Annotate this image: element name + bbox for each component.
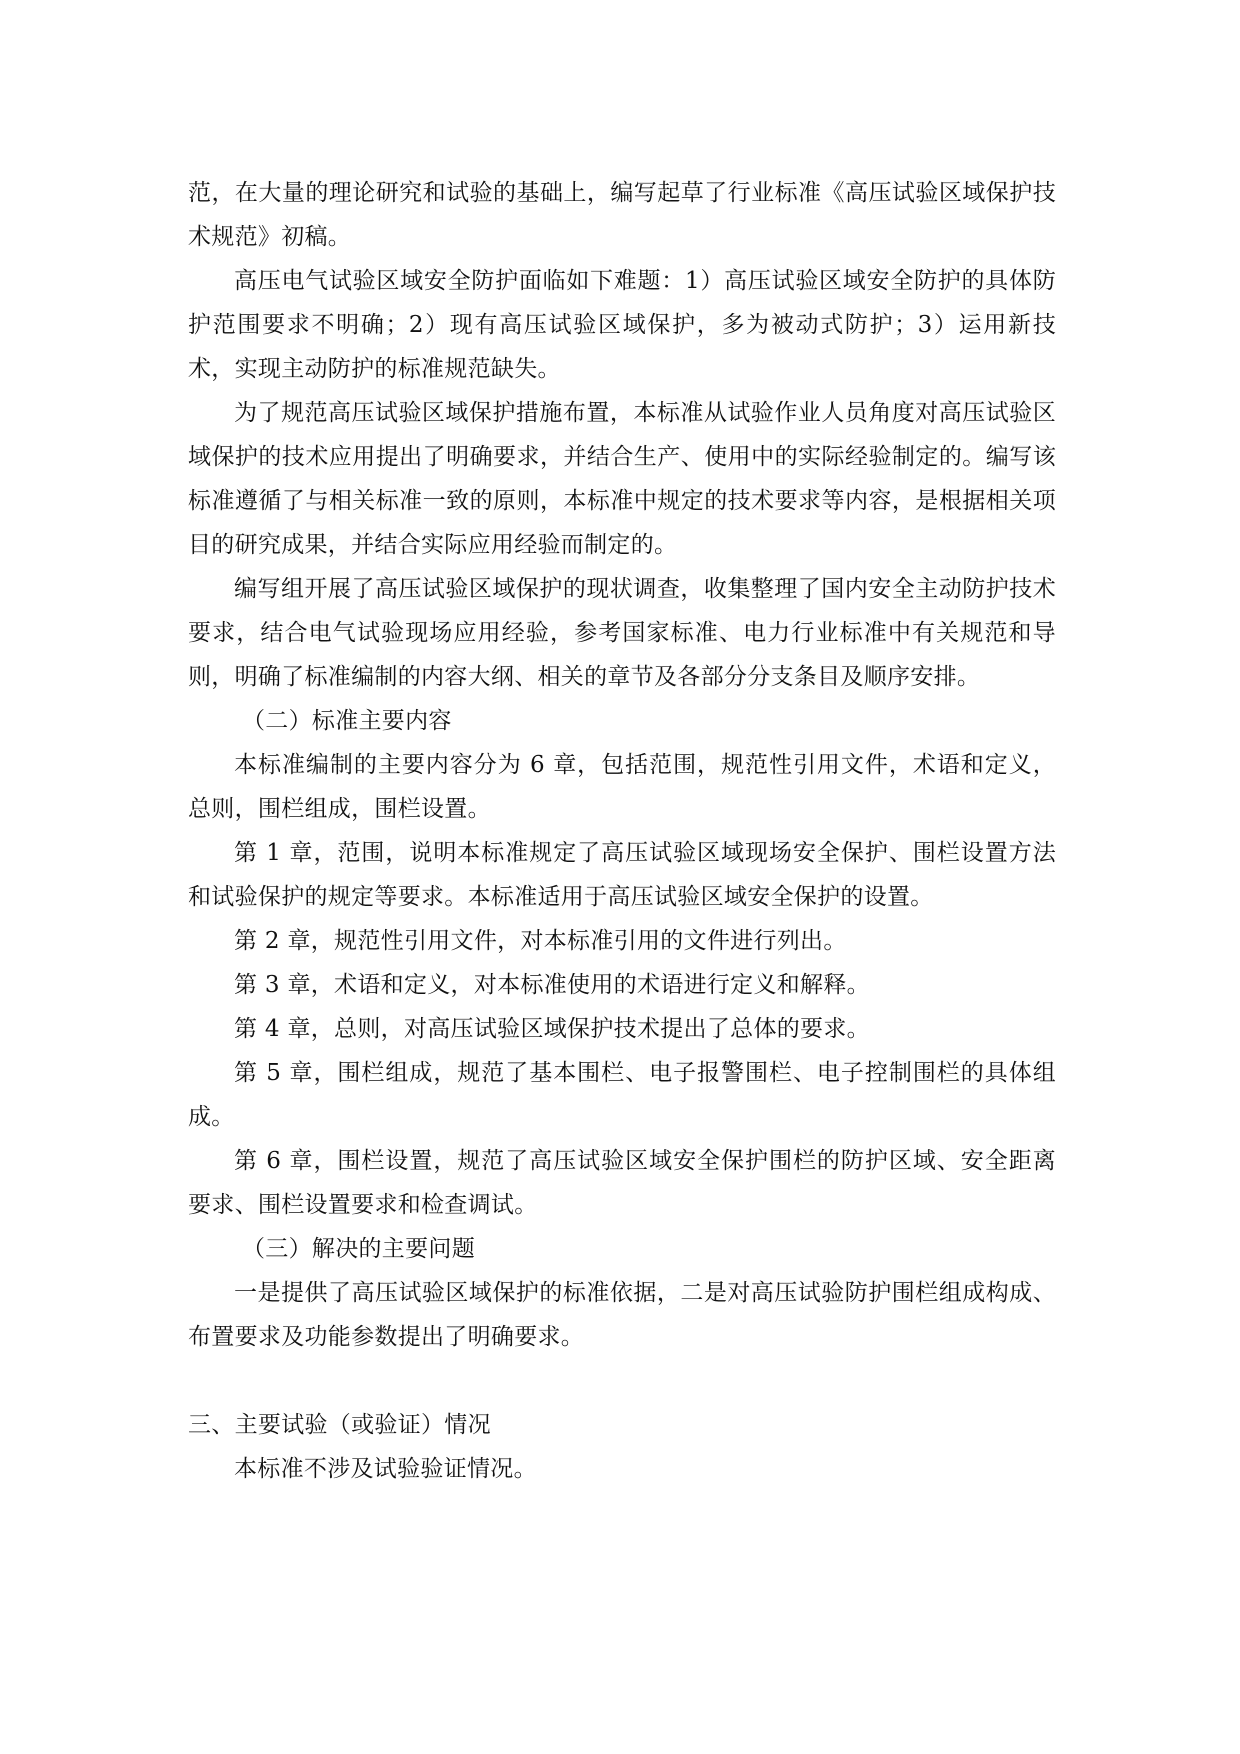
paragraph-purpose: 为了规范高压试验区域保护措施布置，本标准从试验作业人员角度对高压试验区域保护的技术应用提出了明确要求，并结合生产、使用中的实际经验制定的。编写该标准遵循了与相关标准一致的原则，本标准中规定的技术要求等内容，是根据相关项目的研究成果，并结合实际应用经验而制定的。 [188, 400, 1056, 558]
subheading-main-content: （二）标准主要内容 [242, 708, 452, 734]
paragraph-chapter-6: 第 6 章，围栏设置，规范了高压试验区域安全保护围栏的防护区域、安全距离要求、围栏设置要求和检查调试。 [188, 1148, 1056, 1218]
paragraph-chapter-1: 第 1 章，范围，说明本标准规定了高压试验区域现场安全保护、围栏设置方法和试验保护的规定等要求。本标准适用于高压试验区域安全保护的设置。 [188, 840, 1056, 910]
paragraph-chapter-2: 第 2 章，规范性引用文件，对本标准引用的文件进行列出。 [234, 928, 847, 954]
paragraph-difficulties: 高压电气试验区域安全防护面临如下难题：1）高压试验区域安全防护的具体防护范围要求不明确；2）现有高压试验区域保护，多为被动式防护；3）运用新技术，实现主动防护的标准规范缺失。 [188, 268, 1056, 382]
paragraph-chapters-overview: 本标准编制的主要内容分为 6 章，包括范围，规范性引用文件，术语和定义，总则，围栏组成，围栏设置。 [188, 752, 1056, 822]
paragraph-chapter-3: 第 3 章，术语和定义，对本标准使用的术语进行定义和解释。 [234, 972, 870, 998]
paragraph-investigation: 编写组开展了高压试验区域保护的现状调查，收集整理了国内安全主动防护技术要求，结合电气试验现场应用经验，参考国家标准、电力行业标准中有关规范和导则，明确了标准编制的内容大纲、相关的章节及各部分分支条目及顺序安排。 [188, 576, 1056, 690]
paragraph-problems-solved: 一是提供了高压试验区域保护的标准依据，二是对高压试验防护围栏组成构成、布置要求及功能参数提出了明确要求。 [188, 1280, 1056, 1350]
paragraph-tests: 本标准不涉及试验验证情况。 [234, 1456, 537, 1482]
section-heading-tests: 三、主要试验（或验证）情况 [188, 1412, 491, 1438]
paragraph-chapter-4: 第 4 章，总则，对高压试验区域保护技术提出了总体的要求。 [234, 1016, 870, 1042]
document-page [188, 171, 1056, 1491]
paragraph-continuation: 范，在大量的理论研究和试验的基础上，编写起草了行业标准《高压试验区域保护技术规范》初稿。 [188, 180, 1056, 250]
paragraph-chapter-5: 第 5 章，围栏组成，规范了基本围栏、电子报警围栏、电子控制围栏的具体组成。 [188, 1060, 1056, 1130]
subheading-main-problems: （三）解决的主要问题 [242, 1236, 475, 1262]
